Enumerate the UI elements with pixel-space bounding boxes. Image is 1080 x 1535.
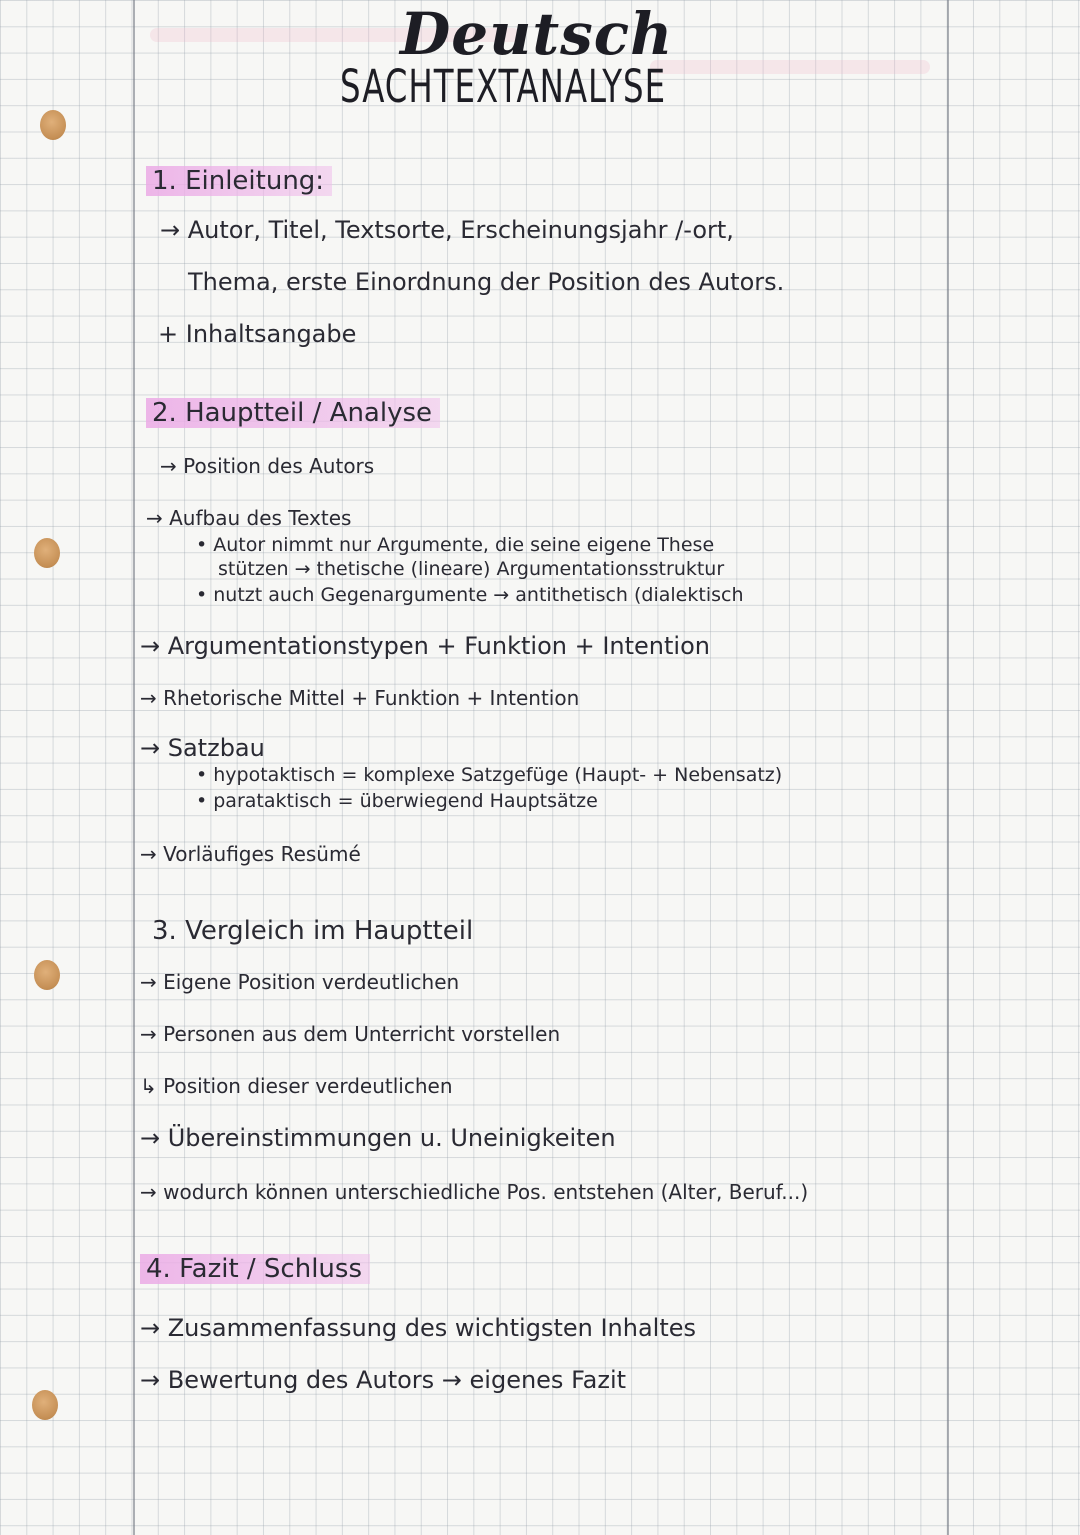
margin-line-right	[947, 0, 949, 1535]
section-heading: 1. Einleitung:	[146, 166, 332, 196]
page-subtitle: SACHTEXTANALYSE	[340, 62, 667, 114]
text-line: → Bewertung des Autors → eigenes Fazit	[140, 1366, 627, 1394]
punch-hole	[34, 960, 60, 990]
text-line: → Zusammenfassung des wichtigsten Inhaltes	[140, 1314, 697, 1342]
text-line: → Autor, Titel, Textsorte, Erscheinungsjahr /-ort,	[160, 216, 734, 244]
text-line: → Satzbau	[140, 734, 265, 762]
section-heading: 2. Hauptteil / Analyse	[146, 398, 440, 428]
text-line: → Eigene Position verdeutlichen	[140, 970, 460, 994]
text-line: → Aufbau des Textes	[146, 506, 352, 530]
bullet-line: • Autor nimmt nur Argumente, die seine eigene These	[196, 534, 715, 556]
punch-hole	[40, 110, 66, 140]
text-line: ↳ Position dieser verdeutlichen	[140, 1074, 453, 1098]
bullet-line: stützen → thetische (lineare) Argumentationsstruktur	[218, 558, 725, 580]
text-line: → wodurch können unterschiedliche Pos. entstehen (Alter, Beruf...)	[140, 1180, 809, 1204]
section-heading: 3. Vergleich im Hauptteil	[152, 916, 474, 946]
text-line: → Position des Autors	[160, 454, 375, 478]
text-line: + Inhaltsangabe	[158, 320, 357, 348]
faint-pink-mark	[650, 60, 930, 74]
text-line: → Vorläufiges Resümé	[140, 842, 361, 866]
bullet-line: • nutzt auch Gegenargumente → antithetisch (dialektisch	[196, 584, 744, 606]
text-line: → Personen aus dem Unterricht vorstellen	[140, 1022, 561, 1046]
margin-line-left	[133, 0, 135, 1535]
text-line: → Übereinstimmungen u. Uneinigkeiten	[140, 1124, 616, 1152]
bullet-line: • hypotaktisch = komplexe Satzgefüge (Haupt- + Nebensatz)	[196, 764, 783, 786]
punch-hole	[32, 1390, 58, 1420]
text-line: Thema, erste Einordnung der Position des Autors.	[188, 268, 785, 296]
text-line: → Argumentationstypen + Funktion + Intention	[140, 632, 710, 660]
section-heading: 4. Fazit / Schluss	[140, 1254, 370, 1284]
punch-hole	[34, 538, 60, 568]
bullet-line: • parataktisch = überwiegend Hauptsätze	[196, 790, 598, 812]
text-line: → Rhetorische Mittel + Funktion + Intention	[140, 686, 580, 710]
page-title: Deutsch	[400, 0, 674, 68]
